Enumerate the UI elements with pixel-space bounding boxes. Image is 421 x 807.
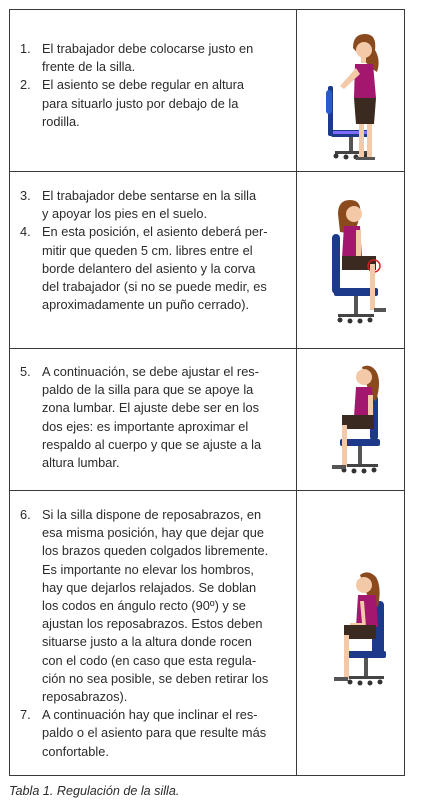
row-text (20, 506, 292, 761)
list-item (20, 506, 292, 706)
item-number: 3. (20, 188, 31, 203)
item-number: 1. (20, 41, 31, 56)
table-row (10, 172, 404, 349)
woman-seated-knee-gap-icon (298, 194, 404, 334)
table-row (10, 10, 404, 172)
row-text (20, 363, 292, 472)
chair-adjustment-table (9, 9, 405, 776)
item-text: A continuación hay que inclinar el res- paldo o el asiento para que resulte más confortable. (42, 707, 267, 759)
item-number: 4. (20, 224, 31, 240)
item-text: El trabajador debe colocarse justo en frente de la silla. (42, 41, 254, 75)
woman-standing-adjusting-chair-icon (298, 22, 404, 164)
item-number: 5. (20, 364, 31, 379)
row-text (20, 40, 292, 131)
table-caption: Tabla 1. Regulación de la silla. (9, 784, 180, 798)
item-text: El trabajador debe sentarse en la silla y apoyar los pies en el suelo. (42, 188, 257, 222)
list-item (20, 706, 292, 761)
woman-seated-lumbar-support-icon (298, 355, 404, 487)
list-item (20, 187, 292, 223)
table-row (10, 491, 404, 777)
table-row (10, 349, 404, 491)
item-text: A continuación, se debe ajustar el res- paldo de la silla para que se apoye la zona lumbar. El ajuste debe ser en los dos ejes: es importante aproximar el respaldo al cuerpo y que se ajuste a la altura lumbar. (42, 364, 262, 471)
item-number: 2. (20, 77, 31, 93)
item-number: 6. (20, 507, 31, 522)
list-item (20, 223, 292, 314)
item-text: Si la silla dispone de reposabrazos, en esa misma posición, hay que dejar que los brazos queden colgados libremente. Es importante no elevar los hombros, hay que dejarlos relajados. Se doblan los codos en ángulo recto (90º) y se ajustan los reposabrazos. Estos deben situarse justo a la altura donde rocen con el codo (en caso que esta regula- ción no sea posible, se deben retirar los reposabrazos). (42, 507, 269, 705)
list-item (20, 40, 292, 76)
list-item (20, 363, 292, 472)
row-text (20, 187, 292, 314)
list-item (20, 76, 292, 131)
item-text: El asiento se debe regular en altura para situarlo justo por debajo de la rodilla. (42, 77, 245, 129)
woman-seated-armrests-icon (298, 561, 404, 701)
item-text: En esta posición, el asiento deberá per- mitir que queden 5 cm. libres entre el borde delantero del asiento y la corva del trabajador (si no se puede medir, es aproximadamente un puño cerrado). (42, 224, 268, 313)
item-number: 7. (20, 707, 31, 723)
